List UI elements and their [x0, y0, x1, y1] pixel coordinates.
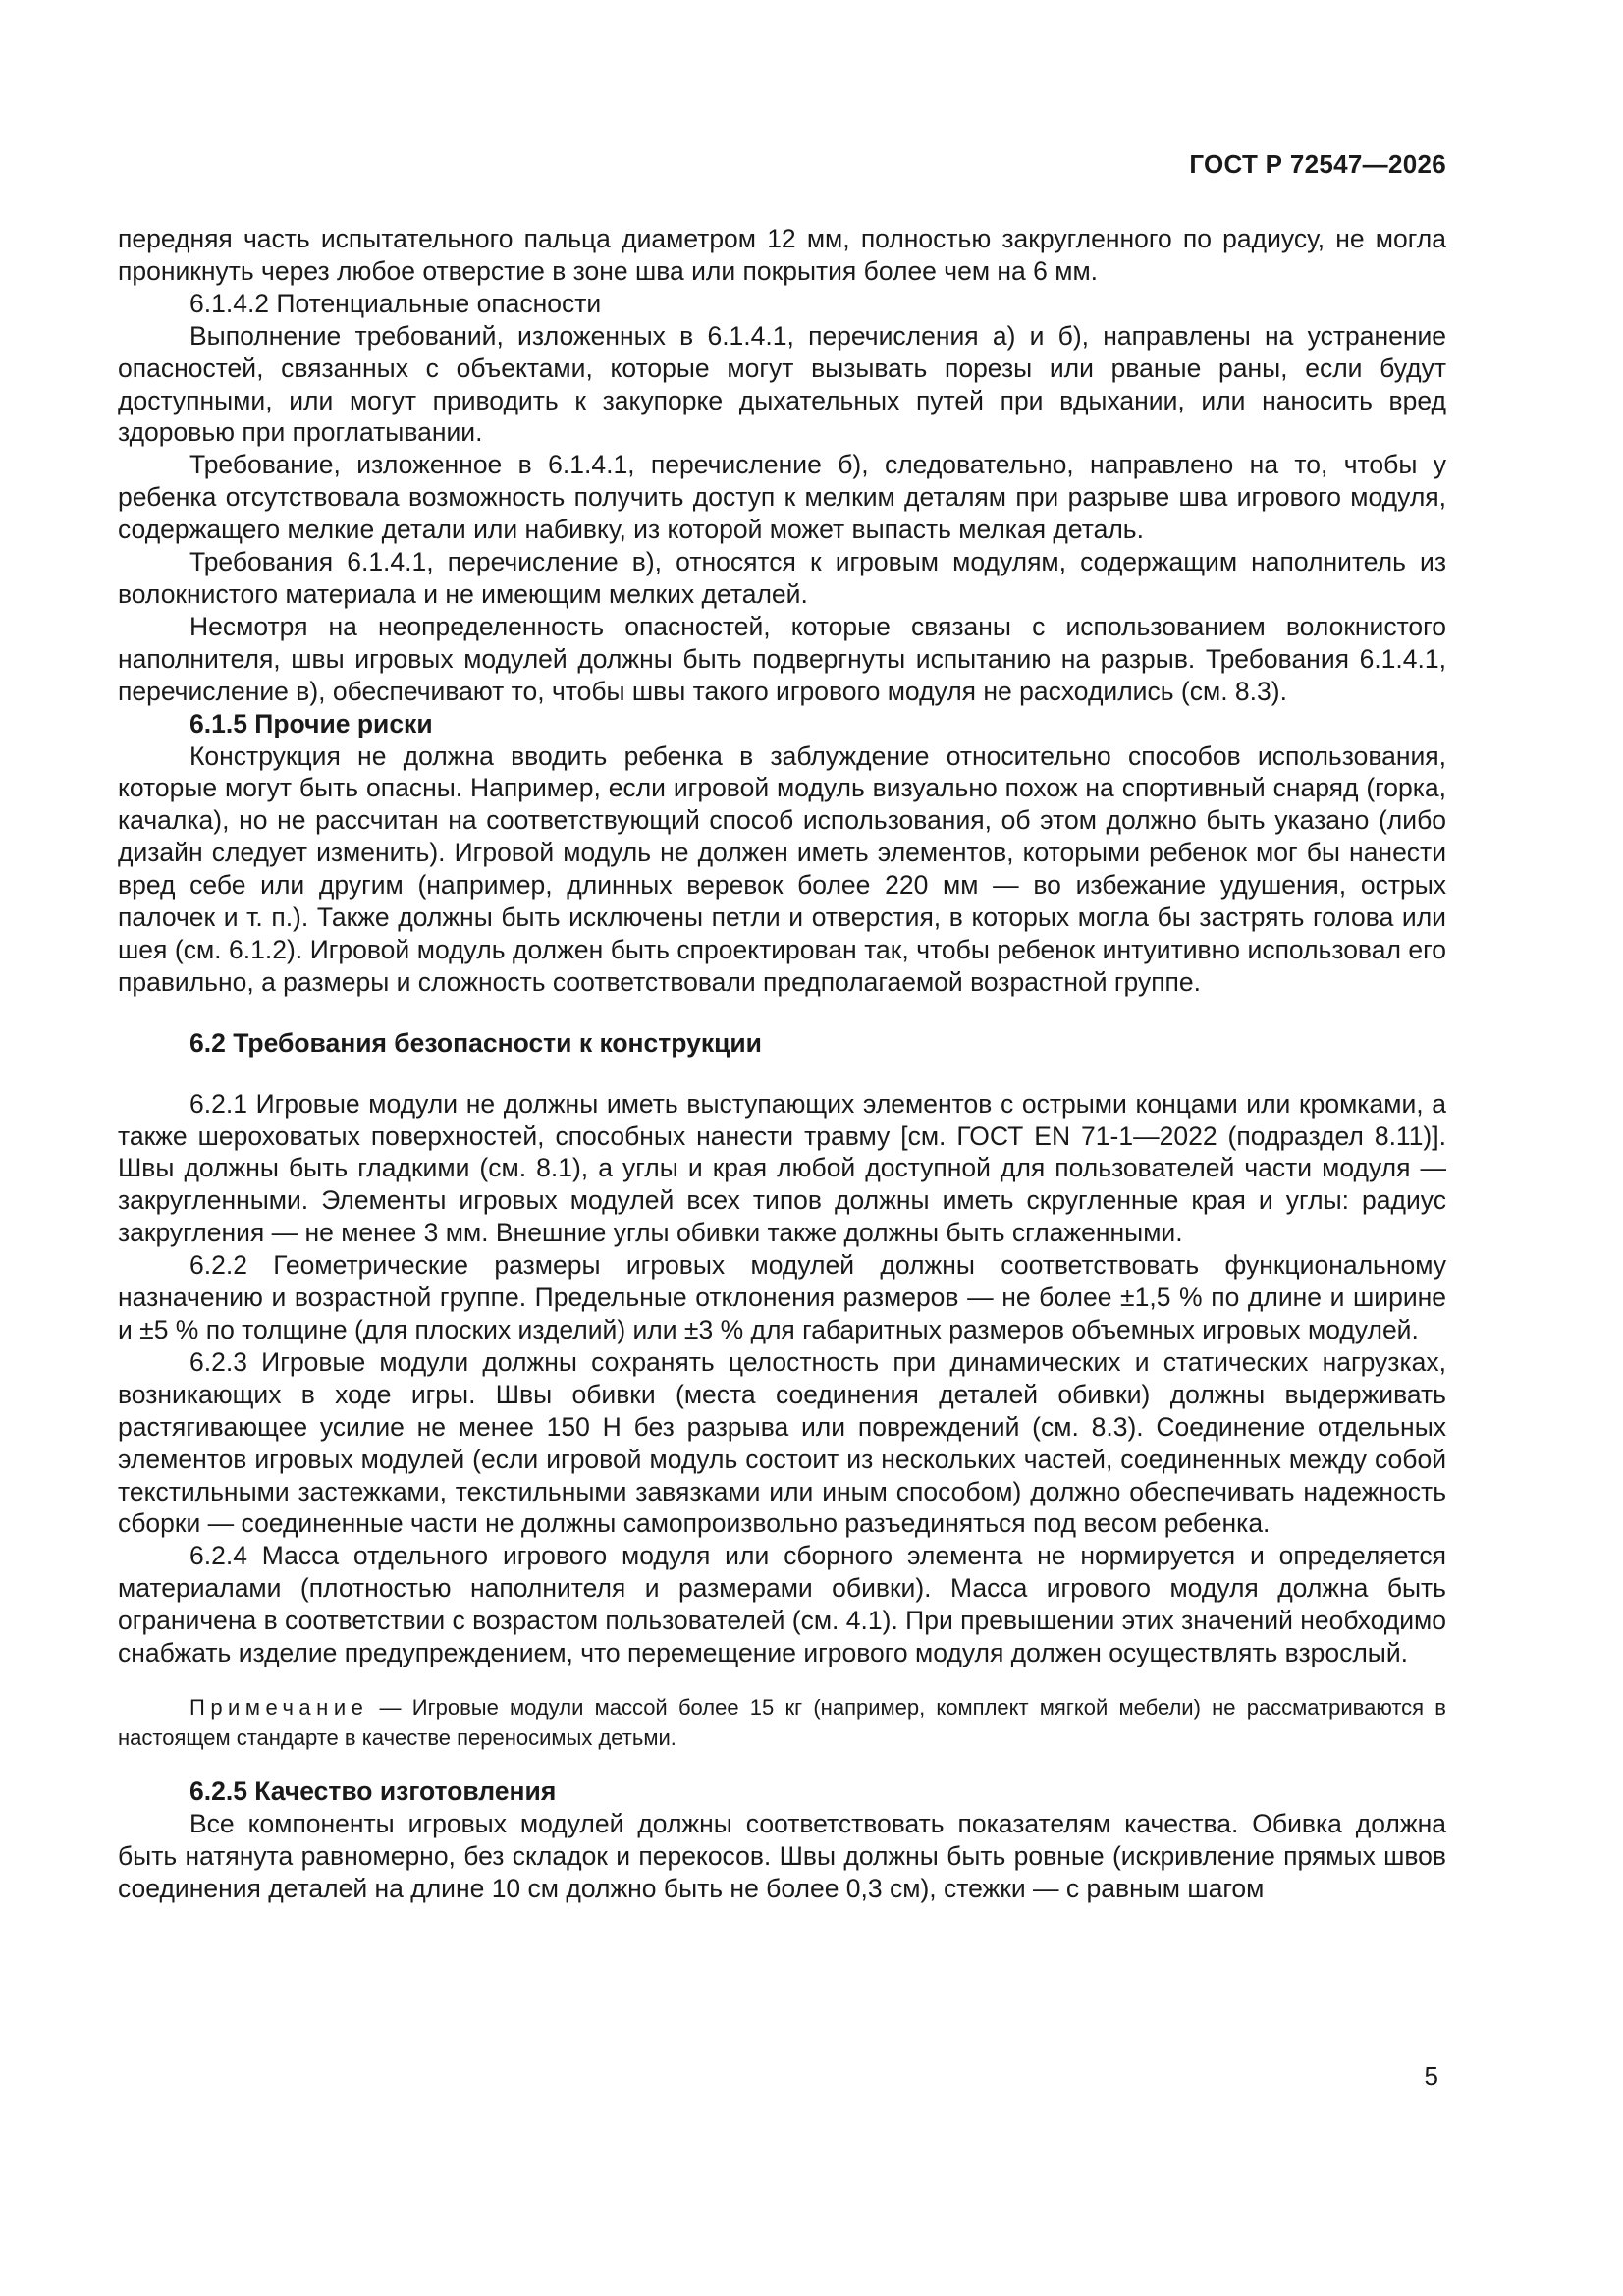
paragraph: 6.2.4 Масса отдельного игрового модуля или сборного элемента не нормируется и определяется материалами (плотностью наполнителя и размерами обивки). Масса игрового модуля должна быть ограничена в соответствии с возрастом пользователей (см. 4.1). При превышении этих значений необходимо снабжать изделие предупреждением, что перемещение игрового модуля должен осуществлять взрослый. [118, 1541, 1446, 1668]
paragraph: Выполнение требований, изложенных в 6.1.4.1, перечисления а) и б), направлены на устранение опасностей, связанных с объектами, которые могут вызывать порезы или рваные раны, если будут доступными, или могут приводить к закупорке дыхательных путей при вдыхании, или наносить вред здоровью при проглатывании. [118, 320, 1446, 448]
standard-designation: ГОСТ Р 72547—2026 [1189, 149, 1446, 179]
note [118, 1692, 1446, 1753]
note-label: Примечание [189, 1694, 369, 1720]
paragraph: Несмотря на неопределенность опасностей, которые связаны с использованием волокнистого наполнителя, швы игровых модулей должны быть подвергнуты испытанию на разрыв. Требования 6.1.4.1, перечисление в), обеспечивают то, чтобы швы такого игрового модуля не расходились (см. 8.3). [118, 611, 1446, 706]
note-text: — Игровые модули массой более 15 кг (например, комплект мягкой мебели) не рассматриваются в настоящем стандарте в качестве переносимых детьми. [118, 1694, 1446, 1750]
paragraph: Требование, изложенное в 6.1.4.1, перечисление б), следовательно, направлено на то, чтобы у ребенка отсутствовала возможность получить доступ к мелким деталям при разрыве шва игрового модуля, содержащего мелкие детали или набивку, из которой может выпасть мелкая деталь. [118, 450, 1446, 545]
paragraph: Все компоненты игровых модулей должны соответствовать показателям качества. Обивка должна быть натянута равномерно, без складок и перекосов. Швы должны быть ровные (искривление прямых швов соединения деталей на длине 10 см должно быть не более 0,3 см), стежки — с равным шагом [118, 1808, 1446, 1903]
subclause-title: 6.1.4.2 Потенциальные опасности [189, 288, 602, 318]
paragraph: Требования 6.1.4.1, перечисление в), относятся к игровым модулям, содержащим наполнитель из волокнистого материала и не имеющим мелких деталей. [118, 547, 1446, 609]
section-heading: 6.2 Требования безопасности к конструкции [189, 1027, 762, 1058]
paragraph: передняя часть испытательного пальца диаметром 12 мм, полностью закругленного по радиусу, не могла проникнуть через любое отверстие в зоне шва или покрытия более чем на 6 мм. [118, 224, 1446, 286]
paragraph: Конструкция не должна вводить ребенка в заблуждение относительно способов использования, которые могут быть опасны. Например, если игровой модуль визуально похож на спортивный снаряд (горка, качалка), но не рассчитан на соответствующий способ использования, об этом должно быть указано (либо дизайн следует изменить). Игровой модуль не должен иметь элементов, которыми ребенок мог бы нанести вред себе или другим (например, длинных веревок более 220 мм — во избежание удушения, острых палочек и т. п.). Также должны быть исключены петли и отверстия, в которых могла бы застрять голова или шея (см. 6.1.2). Игровой модуль должен быть спроектирован так, чтобы ребенок интуитивно использовал его правильно, а размеры и сложность соответствовали предполагаемой возрастной группе. [118, 740, 1446, 997]
paragraph: 6.2.2 Геометрические размеры игровых модулей должны соответствовать функциональному назначению и возрастной группе. Предельные отклонения размеров — не более ±1,5 % по длине и ширине и ±5 % по толщине (для плоских изделий) или ±3 % для габаритных размеров объемных игровых модулей. [118, 1250, 1446, 1344]
paragraph: 6.2.3 Игровые модули должны сохранять целостность при динамических и статических нагрузках, возникающих в ходе игры. Швы обивки (места соединения деталей обивки) должны выдерживать растягивающее усилие не менее 150 Н без разрыва или повреждений (см. 8.3). Соединение отдельных элементов игровых модулей (если игровой модуль состоит из нескольких частей, соединенных между собой текстильными застежками, текстильными завязками или иным способом) должно обеспечивать надежность сборки — соединенные части не должны самопроизвольно разъединяться под весом ребенка. [118, 1346, 1446, 1539]
section-heading: 6.2.5 Качество изготовления [189, 1776, 557, 1806]
paragraph: 6.2.1 Игровые модули не должны иметь выступающих элементов с острыми концами или кромками, а также шероховатых поверхностей, способных нанести травму [см. ГОСТ EN 71-1—2022 (подраздел 8.11)]. Швы должны быть гладкими (см. 8.1), а углы и края любой доступной для пользователей части модуля — закругленными. Элементы игровых модулей всех типов должны иметь скругленные края и углы: радиус закругления — не менее 3 мм. Внешние углы обивки также должны быть сглаженными. [118, 1088, 1446, 1248]
section-heading: 6.1.5 Прочие риски [189, 708, 433, 738]
page-number: 5 [1424, 2061, 1438, 2091]
page-body [118, 223, 1446, 1905]
